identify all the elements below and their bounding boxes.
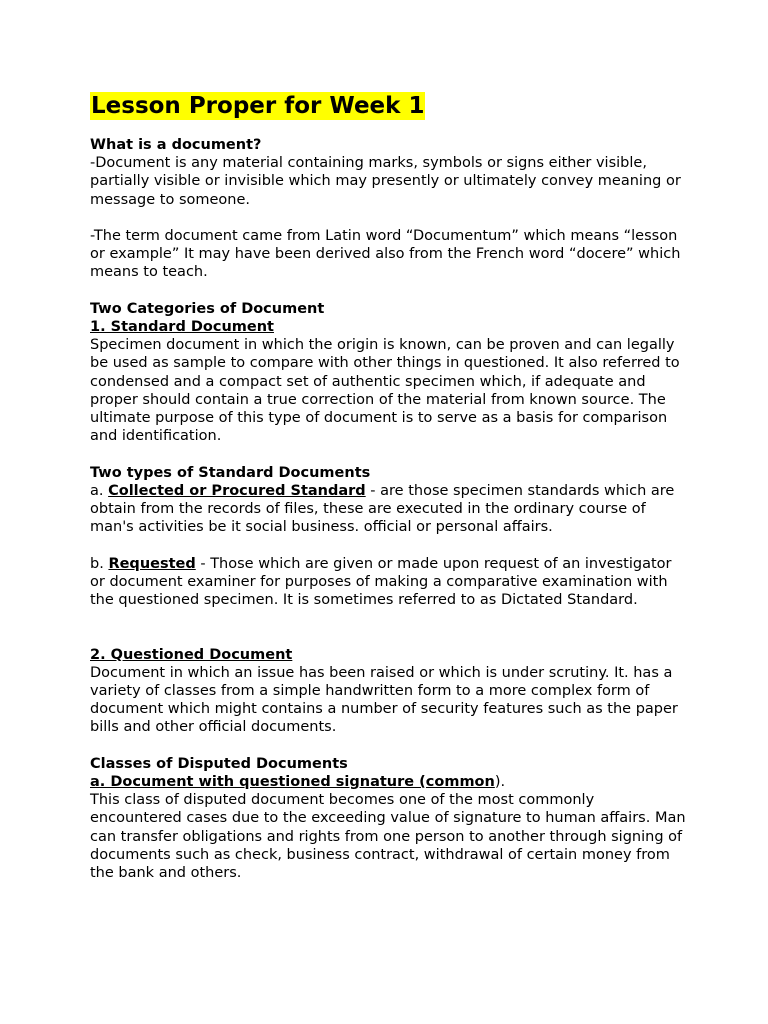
standard-document-text: Specimen document in which the origin is known, can be proven and can legally be used as sample to compare with other things in questioned. It also referred to condensed and a compact set of authentic specimen which, if adequate and proper should contain a true correction of the material from known source. The ultimate purpose of this type of document is to serve as a basis for comparison and identification. (90, 337, 680, 445)
definition-paragraph-1: -Document is any material containing marks, symbols or signs either visible, partially visible or invisible which may presently or ultimately convey meaning or message to someone. (90, 155, 681, 208)
class-a-label: a. Document with questioned signature (common (90, 774, 495, 791)
questioned-document-heading: 2. Questioned Document (90, 646, 293, 663)
class-a-heading-line (90, 773, 690, 791)
question-heading: What is a document? (90, 137, 262, 153)
class-a-suffix: ). (494, 774, 506, 791)
classes-heading: Classes of Disputed Documents (90, 755, 348, 772)
questioned-document-text: Document in which an issue has been raised or which is under scrutiny. It. has a variety of classes from a simple handwritten form to a more complex form of document which might contains a number of security features such as the paper bills and other official documents. (90, 664, 678, 736)
definition-paragraph-2: -The term document came from Latin word “Documentum” which means “lesson or example” It may have been derived also from the French word “docere” which means to teach. (90, 228, 681, 281)
document-body (90, 136, 690, 882)
class-a-text: This class of disputed document becomes one of the most commonly encountered cases due to the exceeding value of signature to human affairs. Man can transfer obligations and rights from one person to another through signing of documents such as check, business contract, withdrawal of certain money from the bank and others. (90, 792, 686, 882)
type-b-paragraph (90, 555, 690, 610)
type-a-text: - are those specimen standards which are obtain from the records of files, these are executed in the ordinary course of man's activities be it social business. official or personal affairs. (90, 482, 675, 536)
type-a-paragraph (90, 482, 690, 537)
type-a-prefix: a. (90, 482, 109, 499)
categories-heading: Two Categories of Document (90, 300, 325, 317)
type-b-label: Requested (108, 555, 196, 572)
type-b-text: - Those which are given or made upon request of an investigator or document examiner for purposes of making a comparative examination with the questioned specimen. It is sometimes referred to as Dictated Standard. (90, 555, 672, 609)
types-heading: Two types of Standard Documents (90, 464, 371, 481)
type-b-prefix: b. (90, 555, 109, 572)
page-title: Lesson Proper for Week 1 (91, 93, 425, 119)
standard-document-heading: 1. Standard Document (90, 319, 274, 335)
type-a-label: Collected or Procured Standard (108, 482, 366, 499)
